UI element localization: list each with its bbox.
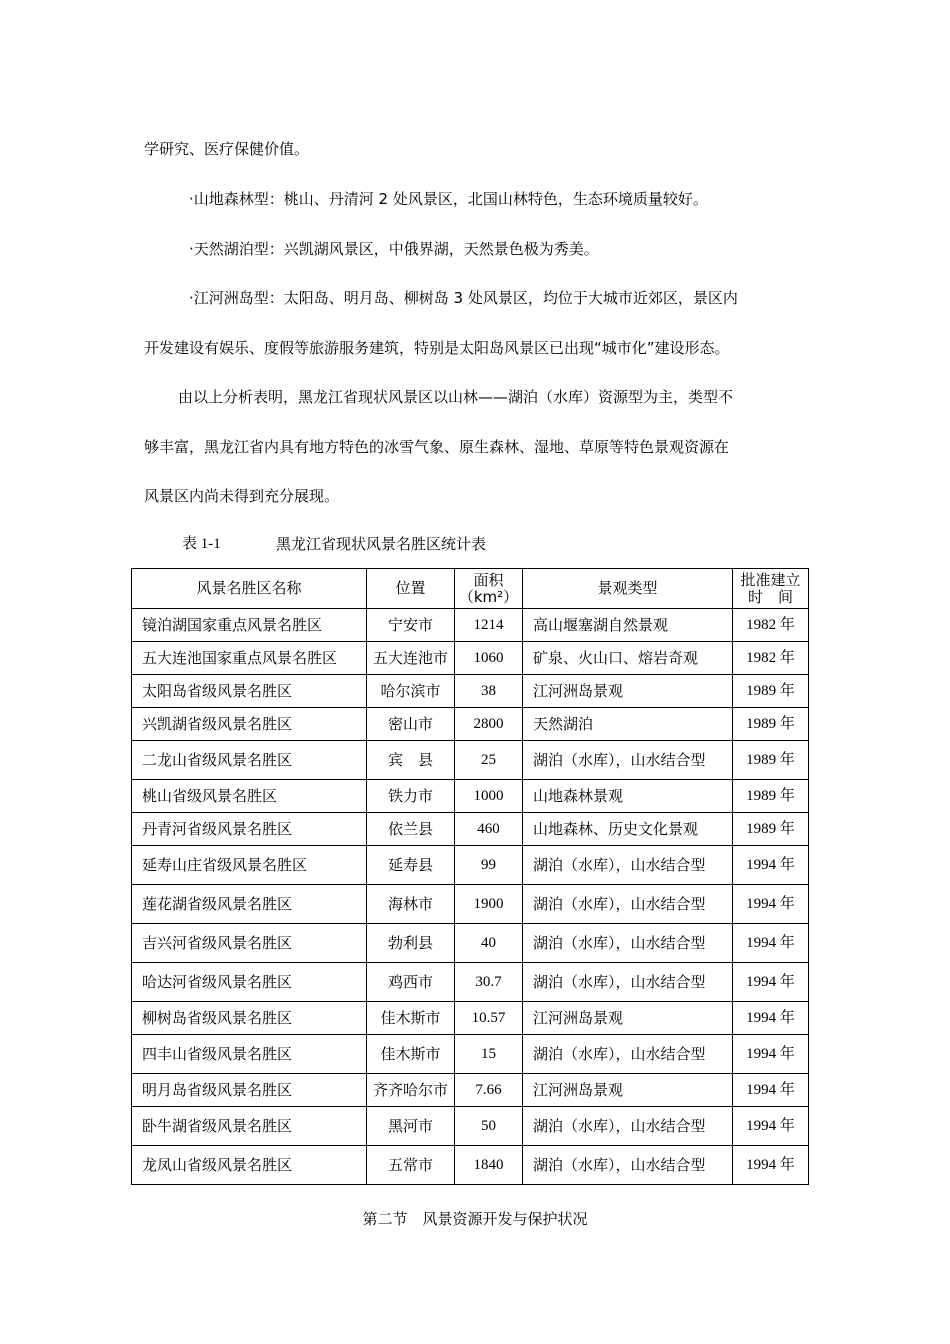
cell-type: 江河洲岛景观 — [523, 675, 733, 708]
cell-area: 40 — [455, 924, 523, 963]
header-area-line2: （km²） — [458, 587, 519, 606]
cell-year: 1994 年 — [733, 924, 809, 963]
cell-area: 2800 — [455, 708, 523, 741]
cell-area: 10.57 — [455, 1002, 523, 1035]
header-type: 景观类型 — [523, 569, 733, 609]
cell-name: 柳树岛省级风景名胜区 — [132, 1002, 367, 1035]
analysis-paragraph: 由以上分析表明，黑龙江省现状风景区以山林——湖泊（水库）资源型为主，类型不 — [178, 388, 734, 406]
table-row — [132, 741, 809, 780]
cell-year: 1989 年 — [733, 708, 809, 741]
cell-type: 山地森林景观 — [523, 780, 733, 813]
cell-type: 湖泊（水库），山水结合型 — [523, 1146, 733, 1185]
cell-area: 1214 — [455, 609, 523, 642]
cell-location: 依兰县 — [367, 813, 455, 846]
cell-name: 四丰山省级风景名胜区 — [132, 1035, 367, 1074]
cell-location: 黑河市 — [367, 1107, 455, 1146]
cell-type: 湖泊（水库），山水结合型 — [523, 741, 733, 780]
cell-location: 宁安市 — [367, 609, 455, 642]
cell-year: 1994 年 — [733, 1074, 809, 1107]
cell-year: 1994 年 — [733, 1107, 809, 1146]
header-location: 位置 — [367, 569, 455, 609]
paragraph-continuation: 学研究、医疗保健价值。 — [144, 140, 310, 158]
cell-location: 宾 县 — [367, 741, 455, 780]
cell-type: 山地森林、历史文化景观 — [523, 813, 733, 846]
cell-location: 勃利县 — [367, 924, 455, 963]
cell-location: 密山市 — [367, 708, 455, 741]
table-row — [132, 924, 809, 963]
header-name: 风景名胜区名称 — [132, 569, 367, 609]
cell-area: 38 — [455, 675, 523, 708]
cell-location: 海林市 — [367, 885, 455, 924]
cell-location: 五大连池市 — [367, 642, 455, 675]
table-row — [132, 963, 809, 1002]
cell-location: 哈尔滨市 — [367, 675, 455, 708]
cell-year: 1994 年 — [733, 846, 809, 885]
table-title: 黑龙江省现状风景名胜区统计表 — [276, 535, 487, 553]
table-row — [132, 846, 809, 885]
cell-year: 1989 年 — [733, 675, 809, 708]
cell-name: 莲花湖省级风景名胜区 — [132, 885, 367, 924]
table-row — [132, 1074, 809, 1107]
cell-type: 湖泊（水库），山水结合型 — [523, 924, 733, 963]
cell-type: 湖泊（水库），山水结合型 — [523, 885, 733, 924]
cell-name: 桃山省级风景名胜区 — [132, 780, 367, 813]
cell-type: 天然湖泊 — [523, 708, 733, 741]
section-title: 第二节 风景资源开发与保护状况 — [362, 1210, 588, 1228]
cell-name: 镜泊湖国家重点风景名胜区 — [132, 609, 367, 642]
cell-year: 1982 年 — [733, 642, 809, 675]
cell-type: 江河洲岛景观 — [523, 1002, 733, 1035]
cell-year: 1989 年 — [733, 741, 809, 780]
analysis-paragraph-line3: 风景区内尚未得到充分展现。 — [144, 487, 340, 505]
cell-name: 延寿山庄省级风景名胜区 — [132, 846, 367, 885]
header-year-line1: 批准建立 — [740, 570, 801, 589]
header-area — [455, 569, 523, 609]
table-row — [132, 675, 809, 708]
cell-year: 1994 年 — [733, 963, 809, 1002]
cell-name: 明月岛省级风景名胜区 — [132, 1074, 367, 1107]
table-row — [132, 1146, 809, 1185]
cell-type: 湖泊（水库），山水结合型 — [523, 846, 733, 885]
table-row — [132, 1035, 809, 1074]
bullet-natural-lake: ·天然湖泊型：兴凯湖风景区，中俄界湖，天然景色极为秀美。 — [189, 240, 599, 258]
header-year-line2: 时 间 — [747, 587, 793, 606]
cell-name: 吉兴河省级风景名胜区 — [132, 924, 367, 963]
cell-year: 1989 年 — [733, 780, 809, 813]
cell-name: 五大连池国家重点风景名胜区 — [132, 642, 367, 675]
cell-area: 7.66 — [455, 1074, 523, 1107]
cell-name: 卧牛湖省级风景名胜区 — [132, 1107, 367, 1146]
cell-location: 佳木斯市 — [367, 1035, 455, 1074]
bullet-river-island-cont: 开发建设有娱乐、度假等旅游服务建筑，特别是太阳岛风景区已出现“城市化”建设形态。 — [144, 339, 730, 357]
cell-location: 鸡西市 — [367, 963, 455, 1002]
cell-name: 丹青河省级风景名胜区 — [132, 813, 367, 846]
cell-area: 1000 — [455, 780, 523, 813]
table-row — [132, 813, 809, 846]
header-area-line1: 面积 — [473, 570, 504, 589]
cell-type: 湖泊（水库），山水结合型 — [523, 1035, 733, 1074]
cell-year: 1994 年 — [733, 885, 809, 924]
cell-type: 湖泊（水库），山水结合型 — [523, 963, 733, 1002]
table-row — [132, 1107, 809, 1146]
table-row — [132, 885, 809, 924]
cell-area: 1840 — [455, 1146, 523, 1185]
table-row — [132, 609, 809, 642]
analysis-paragraph-line2: 够丰富，黑龙江省内具有地方特色的冰雪气象、原生森林、湿地、草原等特色景观资源在 — [144, 438, 730, 456]
cell-year: 1994 年 — [733, 1035, 809, 1074]
cell-name: 兴凯湖省级风景名胜区 — [132, 708, 367, 741]
cell-year: 1994 年 — [733, 1146, 809, 1185]
cell-name: 太阳岛省级风景名胜区 — [132, 675, 367, 708]
cell-location: 五常市 — [367, 1146, 455, 1185]
cell-type: 高山堰塞湖自然景观 — [523, 609, 733, 642]
scenic-area-table — [131, 568, 809, 1185]
cell-area: 30.7 — [455, 963, 523, 1002]
cell-area: 50 — [455, 1107, 523, 1146]
table-row — [132, 708, 809, 741]
cell-area: 99 — [455, 846, 523, 885]
cell-year: 1994 年 — [733, 1002, 809, 1035]
bullet-river-island: ·江河洲岛型：太阳岛、明月岛、柳树岛 3 处风景区，均位于大城市近郊区，景区内 — [189, 289, 738, 307]
cell-location: 齐齐哈尔市 — [367, 1074, 455, 1107]
cell-area: 25 — [455, 741, 523, 780]
cell-location: 铁力市 — [367, 780, 455, 813]
table-header-row — [132, 569, 809, 609]
header-year — [733, 569, 809, 609]
cell-name: 二龙山省级风景名胜区 — [132, 741, 367, 780]
cell-type: 湖泊（水库），山水结合型 — [523, 1107, 733, 1146]
cell-name: 龙凤山省级风景名胜区 — [132, 1146, 367, 1185]
cell-location: 佳木斯市 — [367, 1002, 455, 1035]
table-number: 表 1-1 — [182, 536, 221, 552]
cell-area: 1900 — [455, 885, 523, 924]
cell-year: 1989 年 — [733, 813, 809, 846]
cell-type: 江河洲岛景观 — [523, 1074, 733, 1107]
cell-area: 15 — [455, 1035, 523, 1074]
cell-area: 460 — [455, 813, 523, 846]
cell-area: 1060 — [455, 642, 523, 675]
cell-year: 1982 年 — [733, 609, 809, 642]
table-row — [132, 1002, 809, 1035]
bullet-mountain-forest: ·山地森林型：桃山、丹清河 2 处风景区，北国山林特色，生态环境质量较好。 — [189, 190, 708, 208]
table-row — [132, 780, 809, 813]
cell-type: 矿泉、火山口、熔岩奇观 — [523, 642, 733, 675]
table-body — [132, 609, 809, 1185]
cell-location: 延寿县 — [367, 846, 455, 885]
table-row — [132, 642, 809, 675]
cell-name: 哈达河省级风景名胜区 — [132, 963, 367, 1002]
